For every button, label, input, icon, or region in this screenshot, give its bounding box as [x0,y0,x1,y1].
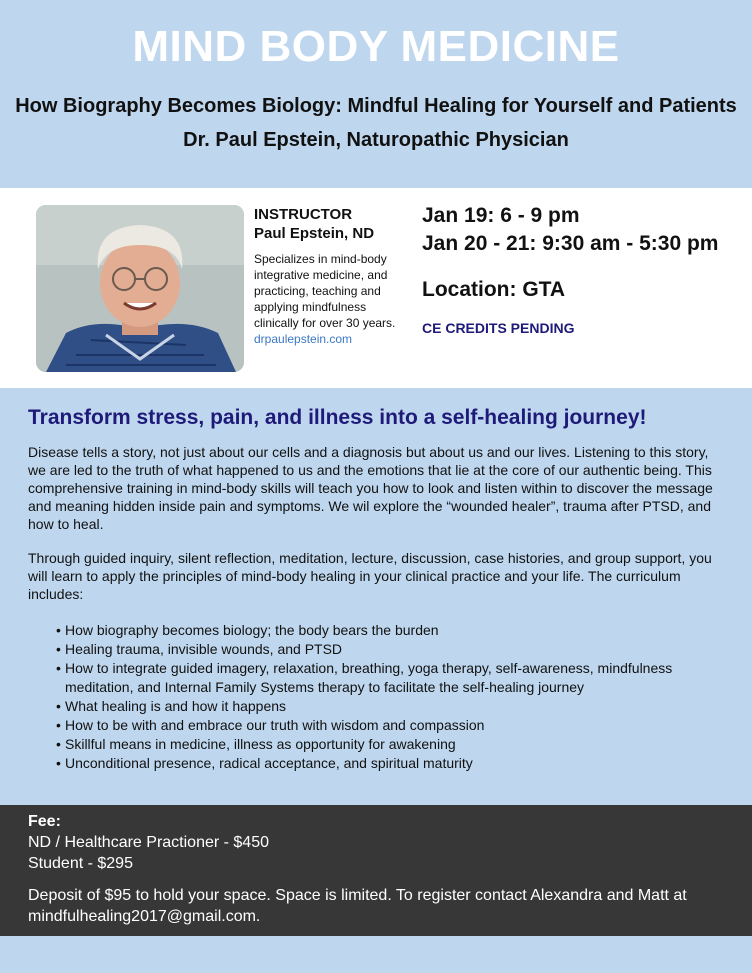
curriculum-list [28,621,724,773]
instructor-label: INSTRUCTOR [254,206,353,223]
instructor-info-panel [0,188,752,388]
instructor-name: Paul Epstein, ND [254,225,375,242]
list-item: • How biography becomes biology; the body bears the burden [56,621,724,640]
tagline: Transform stress, pain, and illness into a self-healing journey! [28,406,647,429]
date-line-1: Jan 19: 6 - 9 pm [422,204,580,227]
fee-practitioner: ND / Healthcare Practioner - $450 [28,834,269,851]
list-item: • Healing trauma, invisible wounds, and PTSD [56,640,724,659]
description-paragraph-2: Through guided inquiry, silent reflection, meditation, lecture, discussion, case histories, and group support, you will learn to apply the principles of mind-body healing in your clinical practice and your life. The curriculum includes: [28,550,712,602]
list-item: • What healing is and how it happens [56,697,724,716]
page-title: MIND BODY MEDICINE [132,22,620,71]
list-item: • How to be with and embrace our truth with wisdom and compassion [56,716,724,735]
fee-student: Student - $295 [28,855,133,872]
location-text: Location: GTA [422,278,566,301]
header-banner [0,0,752,188]
fee-label: Fee: [28,813,61,830]
schedule-block [422,202,752,336]
instructor-details [254,205,414,347]
course-subtitle: How Biography Becomes Biology: Mindful Healing for Yourself and Patients [15,95,737,117]
instructor-portrait-image [36,205,244,372]
fee-panel [0,805,752,936]
registration-note: Deposit of $95 to hold your space. Space is limited. To register contact Alexandra and Matt at mindfulhealing2017@gmail.com. [28,887,687,925]
instructor-website-link[interactable]: drpaulepstein.com [254,332,353,346]
ce-credits-notice: CE CREDITS PENDING [422,320,575,336]
author-line: Dr. Paul Epstein, Naturopathic Physician [183,129,569,151]
list-item: • Unconditional presence, radical acceptance, and spiritual maturity [56,754,724,773]
course-description [0,388,752,805]
list-item: • How to integrate guided imagery, relaxation, breathing, yoga therapy, self-awareness, mindfulness meditation, and Internal Family Systems therapy to facilitate the self-healing journey [56,659,724,697]
instructor-photo [36,205,244,372]
description-paragraph-1: Disease tells a story, not just about our cells and a diagnosis but about us and our lives. Listening to this story, we are led to the truth of what happened to us and the emotions that lie at the core of our authentic being. This comprehensive training in mind-body skills will teach you how to look and listen within to discover the message and meaning hidden inside pain and symptoms. We wil explore the “wounded healer”, trauma after PTSD, and how to heal. [28,444,713,532]
list-item: • Skillful means in medicine, illness as opportunity for awakening [56,735,724,754]
instructor-description: Specializes in mind-body integrative medicine, and practicing, teaching and applying mindfulness clinically for over 30 years. [254,252,396,330]
date-line-2: Jan 20 - 21: 9:30 am - 5:30 pm [422,232,719,255]
